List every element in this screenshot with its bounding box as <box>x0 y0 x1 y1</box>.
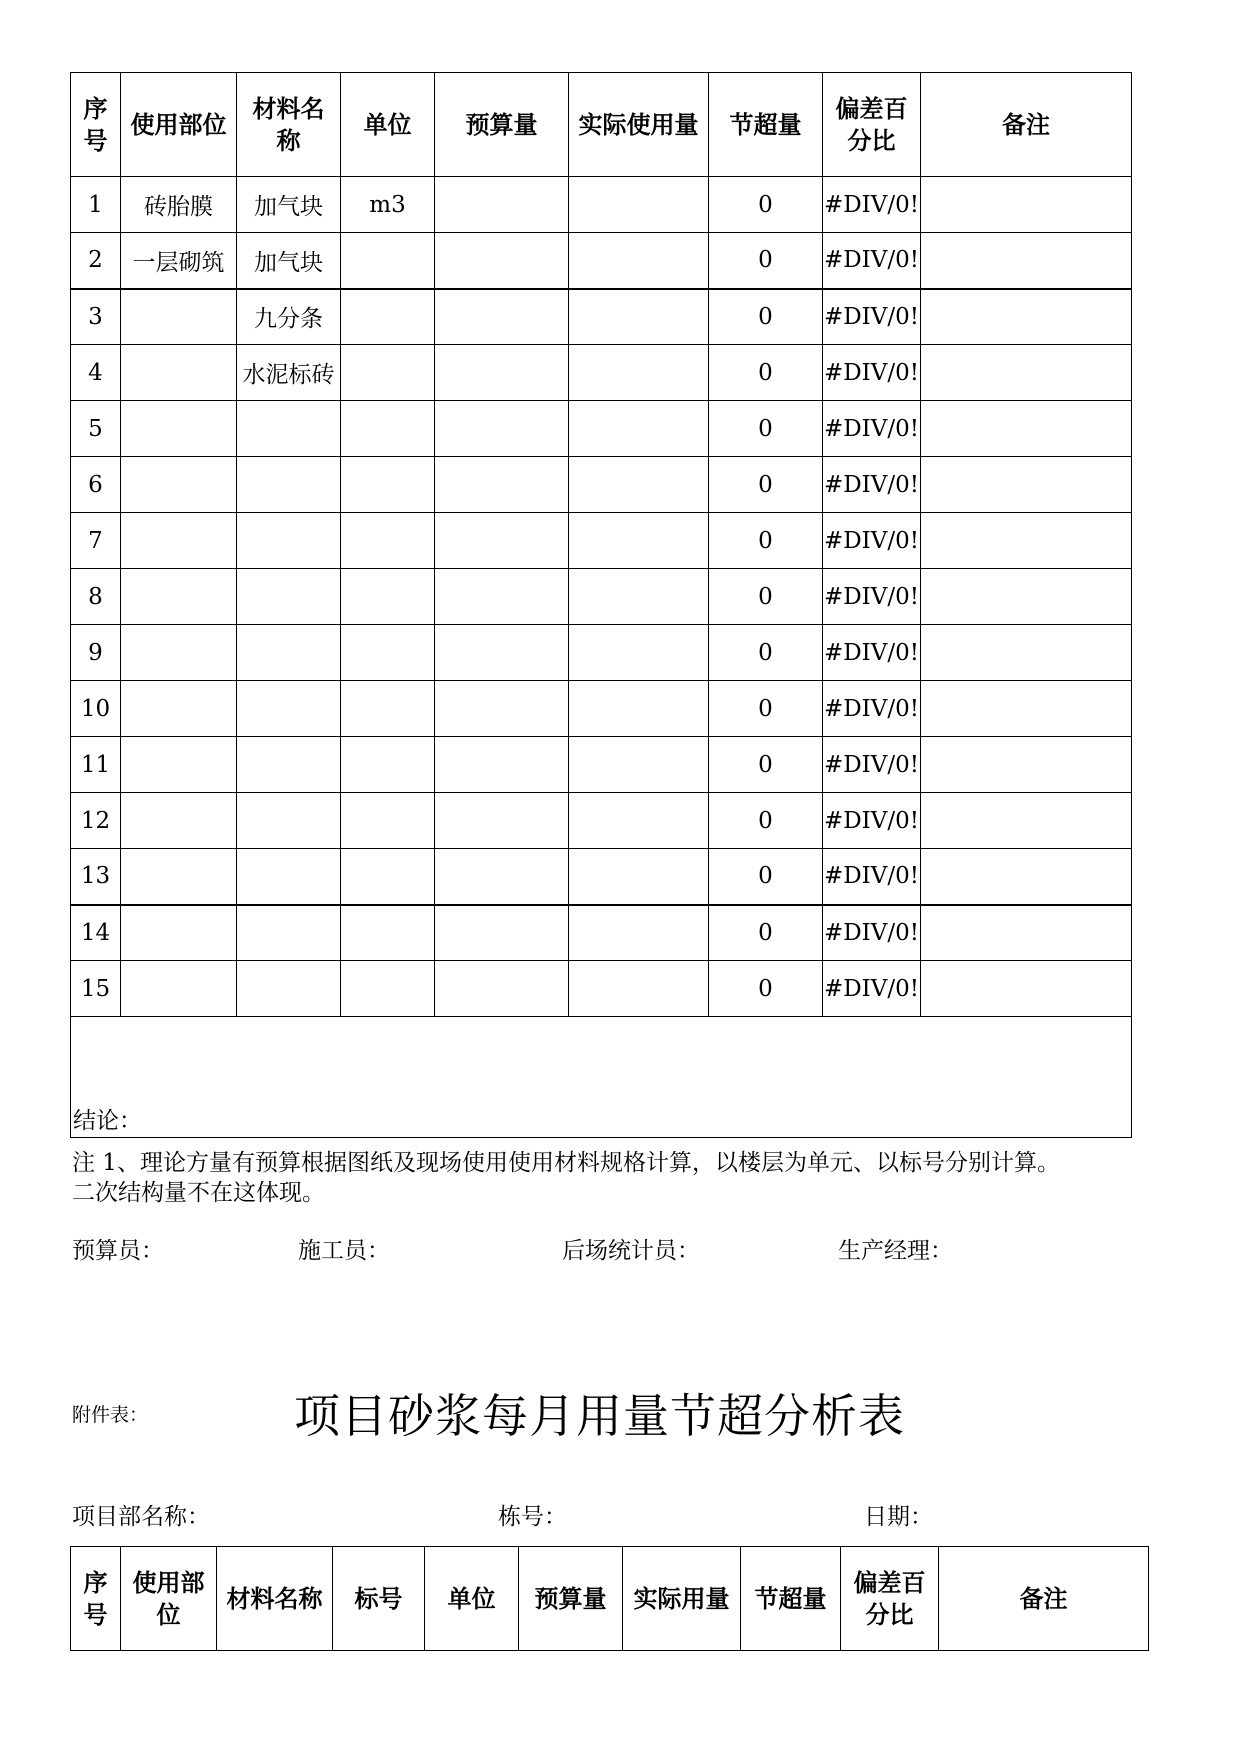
cell-saving: 0 <box>709 681 823 737</box>
cell-location <box>121 681 237 737</box>
cell-budget <box>435 569 569 625</box>
building-label: 栋号： <box>498 1504 567 1530</box>
cell-location <box>121 849 237 905</box>
cell-seq: 4 <box>71 345 121 401</box>
cell-seq: 11 <box>71 737 121 793</box>
cell-seq: 6 <box>71 457 121 513</box>
cell-remark <box>921 177 1132 233</box>
table-row <box>71 457 1132 513</box>
cell-remark <box>921 233 1132 289</box>
cell-material <box>237 737 341 793</box>
cell-unit <box>341 681 435 737</box>
cell-material <box>237 401 341 457</box>
cell-actual <box>569 961 709 1017</box>
cell-unit <box>341 457 435 513</box>
cell-deviation: #DIV/0! <box>823 737 921 793</box>
header-budget: 预算量 <box>435 73 569 177</box>
table-header-row <box>71 73 1132 177</box>
cell-actual <box>569 457 709 513</box>
cell-seq: 3 <box>71 289 121 345</box>
cell-seq: 9 <box>71 625 121 681</box>
cell-deviation: #DIV/0! <box>823 569 921 625</box>
table-row <box>71 289 1132 345</box>
header-actual: 实际用量 <box>623 1547 741 1651</box>
cell-location <box>121 793 237 849</box>
cell-budget <box>435 233 569 289</box>
date-label: 日期： <box>864 1504 933 1530</box>
table-row <box>71 569 1132 625</box>
cell-budget <box>435 401 569 457</box>
header-grade: 标号 <box>333 1547 425 1651</box>
cell-saving: 0 <box>709 289 823 345</box>
cell-deviation: #DIV/0! <box>823 793 921 849</box>
cell-remark <box>921 569 1132 625</box>
cell-seq: 8 <box>71 569 121 625</box>
header-actual: 实际使用量 <box>569 73 709 177</box>
cell-unit <box>341 569 435 625</box>
signature-statistician: 后场统计员： <box>562 1238 700 1264</box>
cell-unit <box>341 961 435 1017</box>
cell-remark <box>921 457 1132 513</box>
table-row <box>71 961 1132 1017</box>
mortar-analysis-table <box>70 1546 1149 1651</box>
cell-location <box>121 345 237 401</box>
cell-deviation: #DIV/0! <box>823 625 921 681</box>
cell-unit <box>341 401 435 457</box>
cell-remark <box>921 625 1132 681</box>
table-row <box>71 849 1132 905</box>
cell-material <box>237 457 341 513</box>
cell-budget <box>435 793 569 849</box>
cell-remark <box>921 345 1132 401</box>
cell-unit <box>341 233 435 289</box>
cell-unit <box>341 905 435 961</box>
project-dept-label: 项目部名称： <box>72 1504 210 1530</box>
cell-deviation: #DIV/0! <box>823 233 921 289</box>
cell-location <box>121 905 237 961</box>
cell-material <box>237 793 341 849</box>
cell-saving: 0 <box>709 793 823 849</box>
cell-budget <box>435 625 569 681</box>
cell-location <box>121 513 237 569</box>
header-deviation: 偏差百分比 <box>823 73 921 177</box>
cell-actual <box>569 345 709 401</box>
cell-deviation: #DIV/0! <box>823 345 921 401</box>
table-row <box>71 177 1132 233</box>
header-material: 材料名称 <box>237 73 341 177</box>
table-row <box>71 345 1132 401</box>
header-saving: 节超量 <box>741 1547 841 1651</box>
table-row <box>71 737 1132 793</box>
cell-deviation: #DIV/0! <box>823 177 921 233</box>
cell-actual <box>569 289 709 345</box>
cell-seq: 7 <box>71 513 121 569</box>
cell-remark <box>921 737 1132 793</box>
cell-saving: 0 <box>709 737 823 793</box>
header-material: 材料名称 <box>217 1547 333 1651</box>
cell-deviation: #DIV/0! <box>823 513 921 569</box>
cell-deviation: #DIV/0! <box>823 289 921 345</box>
cell-budget <box>435 961 569 1017</box>
cell-location <box>121 737 237 793</box>
cell-unit <box>341 289 435 345</box>
cell-material <box>237 681 341 737</box>
cell-location: 一层砌筑 <box>121 233 237 289</box>
header-remark: 备注 <box>939 1547 1149 1651</box>
cell-unit <box>341 345 435 401</box>
cell-material <box>237 849 341 905</box>
cell-deviation: #DIV/0! <box>823 961 921 1017</box>
table-row <box>71 401 1132 457</box>
cell-remark <box>921 401 1132 457</box>
header-location: 使用部位 <box>121 1547 217 1651</box>
cell-deviation: #DIV/0! <box>823 457 921 513</box>
cell-actual <box>569 401 709 457</box>
cell-unit <box>341 737 435 793</box>
cell-seq: 1 <box>71 177 121 233</box>
note-line-1: 注 1、理论方量有预算根据图纸及现场使用使用材料规格计算，以楼层为单元、以标号分别计算。 <box>72 1150 1060 1176</box>
cell-saving: 0 <box>709 905 823 961</box>
table-row <box>71 625 1132 681</box>
cell-material <box>237 569 341 625</box>
cell-location <box>121 569 237 625</box>
cell-actual <box>569 905 709 961</box>
cell-budget <box>435 345 569 401</box>
cell-material <box>237 961 341 1017</box>
cell-saving: 0 <box>709 569 823 625</box>
cell-material: 加气块 <box>237 177 341 233</box>
cell-budget <box>435 905 569 961</box>
cell-budget <box>435 177 569 233</box>
cell-budget <box>435 457 569 513</box>
cell-budget <box>435 737 569 793</box>
header-saving: 节超量 <box>709 73 823 177</box>
cell-material: 水泥标砖 <box>237 345 341 401</box>
cell-saving: 0 <box>709 233 823 289</box>
cell-remark <box>921 793 1132 849</box>
cell-seq: 14 <box>71 905 121 961</box>
cell-deviation: #DIV/0! <box>823 905 921 961</box>
header-location: 使用部位 <box>121 73 237 177</box>
cell-seq: 13 <box>71 849 121 905</box>
table-row <box>71 233 1132 289</box>
cell-budget <box>435 289 569 345</box>
cell-deviation: #DIV/0! <box>823 401 921 457</box>
cell-actual <box>569 513 709 569</box>
table-row <box>71 681 1132 737</box>
cell-unit <box>341 793 435 849</box>
signature-manager: 生产经理： <box>838 1238 953 1264</box>
cell-material <box>237 625 341 681</box>
attachment-label: 附件表： <box>72 1404 149 1426</box>
cell-unit <box>341 625 435 681</box>
cell-remark <box>921 849 1132 905</box>
cell-remark <box>921 905 1132 961</box>
header-unit: 单位 <box>341 73 435 177</box>
cell-material: 九分条 <box>237 289 341 345</box>
cell-location <box>121 401 237 457</box>
cell-remark <box>921 289 1132 345</box>
cell-deviation: #DIV/0! <box>823 849 921 905</box>
cell-saving: 0 <box>709 177 823 233</box>
cell-location <box>121 961 237 1017</box>
cell-saving: 0 <box>709 457 823 513</box>
signature-budget: 预算员： <box>72 1238 164 1264</box>
cell-budget <box>435 849 569 905</box>
cell-saving: 0 <box>709 513 823 569</box>
header-seq: 序号 <box>71 1547 121 1651</box>
cell-actual <box>569 233 709 289</box>
cell-budget <box>435 681 569 737</box>
cell-deviation: #DIV/0! <box>823 681 921 737</box>
cell-unit <box>341 849 435 905</box>
cell-location <box>121 625 237 681</box>
cell-seq: 5 <box>71 401 121 457</box>
cell-actual <box>569 681 709 737</box>
cell-actual <box>569 625 709 681</box>
cell-remark <box>921 961 1132 1017</box>
cell-remark <box>921 681 1132 737</box>
cell-remark <box>921 513 1132 569</box>
cell-material <box>237 905 341 961</box>
table-row <box>71 513 1132 569</box>
cell-unit: m3 <box>341 177 435 233</box>
cell-location <box>121 457 237 513</box>
cell-saving: 0 <box>709 401 823 457</box>
table-row <box>71 793 1132 849</box>
cell-seq: 2 <box>71 233 121 289</box>
cell-actual <box>569 793 709 849</box>
signature-construction: 施工员： <box>298 1238 390 1264</box>
cell-saving: 0 <box>709 849 823 905</box>
header-deviation: 偏差百分比 <box>841 1547 939 1651</box>
cell-seq: 10 <box>71 681 121 737</box>
table-row <box>71 905 1132 961</box>
cell-actual <box>569 737 709 793</box>
header-unit: 单位 <box>425 1547 519 1651</box>
cell-actual <box>569 177 709 233</box>
page-title: 项目砂浆每月用量节超分析表 <box>294 1389 905 1443</box>
cell-location: 砖胎膜 <box>121 177 237 233</box>
note-line-2: 二次结构量不在这体现。 <box>72 1180 325 1206</box>
material-analysis-table <box>70 72 1132 1138</box>
cell-saving: 0 <box>709 345 823 401</box>
cell-material <box>237 513 341 569</box>
cell-saving: 0 <box>709 961 823 1017</box>
cell-saving: 0 <box>709 625 823 681</box>
conclusion-row <box>71 1017 1132 1138</box>
cell-material: 加气块 <box>237 233 341 289</box>
header-budget: 预算量 <box>519 1547 623 1651</box>
cell-unit <box>341 513 435 569</box>
cell-budget <box>435 513 569 569</box>
header-remark: 备注 <box>921 73 1132 177</box>
cell-actual <box>569 569 709 625</box>
cell-seq: 15 <box>71 961 121 1017</box>
header-seq: 序号 <box>71 73 121 177</box>
conclusion-cell: 结论： <box>71 1017 1132 1138</box>
cell-location <box>121 289 237 345</box>
table-header-row <box>71 1547 1149 1651</box>
cell-actual <box>569 849 709 905</box>
cell-seq: 12 <box>71 793 121 849</box>
